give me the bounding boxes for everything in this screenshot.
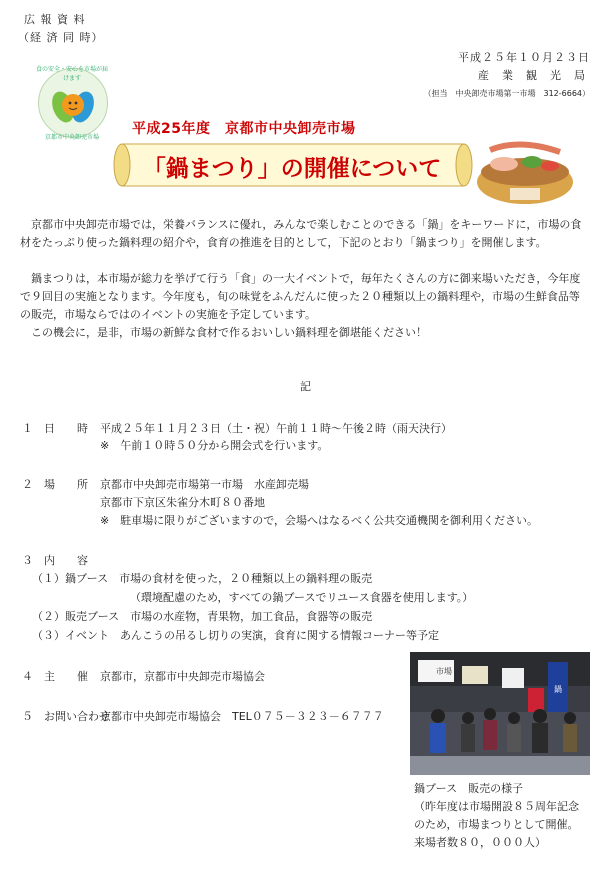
intro-paragraph-1: 京都市中央卸売市場では，栄養バランスに優れ，みんなで楽しむことのできる「鍋」をキーワードに，市場の食材をたっぷり使った鍋料理の紹介や，食育の推進を目的として，下記のとおり「鍋まつり」を開催します。 <box>20 218 582 249</box>
logo-bottom-text: 京都市中央卸売市場 <box>44 134 99 141</box>
photo-sign-1: 市場 <box>436 667 452 676</box>
ki-heading: 記 <box>300 380 311 393</box>
header-contact: （担当 中央卸売市場第一市場 312-6664） <box>423 89 590 98</box>
logo-top-text: 食の安全・安心を市場が届けます <box>36 66 109 82</box>
content-item-2: （２）販売ブース 市場の水産物，青果物，加工食品，食器等の販売 <box>32 610 373 623</box>
intro-paragraph-2: 鍋まつりは，本市場が総力を挙げて行う「食」の一大イベントで，毎年たくさんの方に御来場いただき，今年度で９回目の実施となります。今年度も，旬の味覚をふんだんに使った２０種類以上の鍋料理や，市場の生鮮食品等の販売，市場ならではのイベントの実施を予定しています。 <box>20 272 581 321</box>
photo-caption-4: 来場者数８０，０００人） <box>414 836 546 849</box>
place-address: 京都市下京区朱雀分木町８０番地 <box>100 496 265 509</box>
date-note: ※ 午前１０時５０分から開会式を行います。 <box>100 439 329 452</box>
header-dept: 産 業 観 光 局 <box>478 69 586 82</box>
inquiry-value: 京都市中央卸売市場協会 TEL０７５－３２３－６７７７ <box>100 710 384 723</box>
content-item-3: （３）イベント あんこうの吊るし切りの実演，食育に関する情報コーナー等予定 <box>32 629 439 642</box>
photo-sign-2: 鍋 <box>554 685 562 694</box>
place-label: ２ 場 所 <box>22 478 88 491</box>
photo-caption-1: 鍋ブース 販売の様子 <box>414 782 524 795</box>
date-label: １ 日 時 <box>22 422 88 435</box>
hotpot-illustration-icon <box>470 130 580 210</box>
booth-photo <box>410 652 590 775</box>
photo-caption-2: （昨年度は市場開設８５周年記念 <box>414 800 579 813</box>
content-label: ３ 内 容 <box>22 554 88 567</box>
page-title: 「鍋まつり」の開催について <box>142 156 442 182</box>
content-item-1: （１）鍋ブース 市場の食材を使った，２０種類以上の鍋料理の販売 <box>32 572 373 585</box>
intro-paragraph-3: この機会に，是非，市場の新鮮な食材で作るおいしい鍋料理を御堪能ください！ <box>20 326 427 339</box>
page-subtitle: 平成25年度 京都市中央卸売市場 <box>132 121 356 137</box>
inquiry-label: ５ お問い合わせ <box>22 710 110 723</box>
date-value: 平成２５年１１月２３日（土・祝）午前１１時～午後２時（雨天決行） <box>100 422 452 435</box>
place-value: 京都市中央卸売市場第一市場 水産卸売場 <box>100 478 309 491</box>
header-date: 平成２５年１０月２３日 <box>458 51 590 64</box>
header-label-keizai: （経 済 同 時） <box>18 31 104 44</box>
photo-caption-3: のため，市場まつりとして開催。 <box>414 818 579 831</box>
header-label-koho: 広 報 資 料 <box>24 13 86 26</box>
place-note: ※ 駐車場に限りがございますので，会場へはなるべく公共交通機関を御利用ください。 <box>100 514 538 527</box>
host-label: ４ 主 催 <box>22 670 88 683</box>
host-value: 京都市，京都市中央卸売市場協会 <box>100 670 265 683</box>
content-item-1-note: （環境配慮のため，すべての鍋ブースでリユース食器を使用します。） <box>130 591 474 604</box>
